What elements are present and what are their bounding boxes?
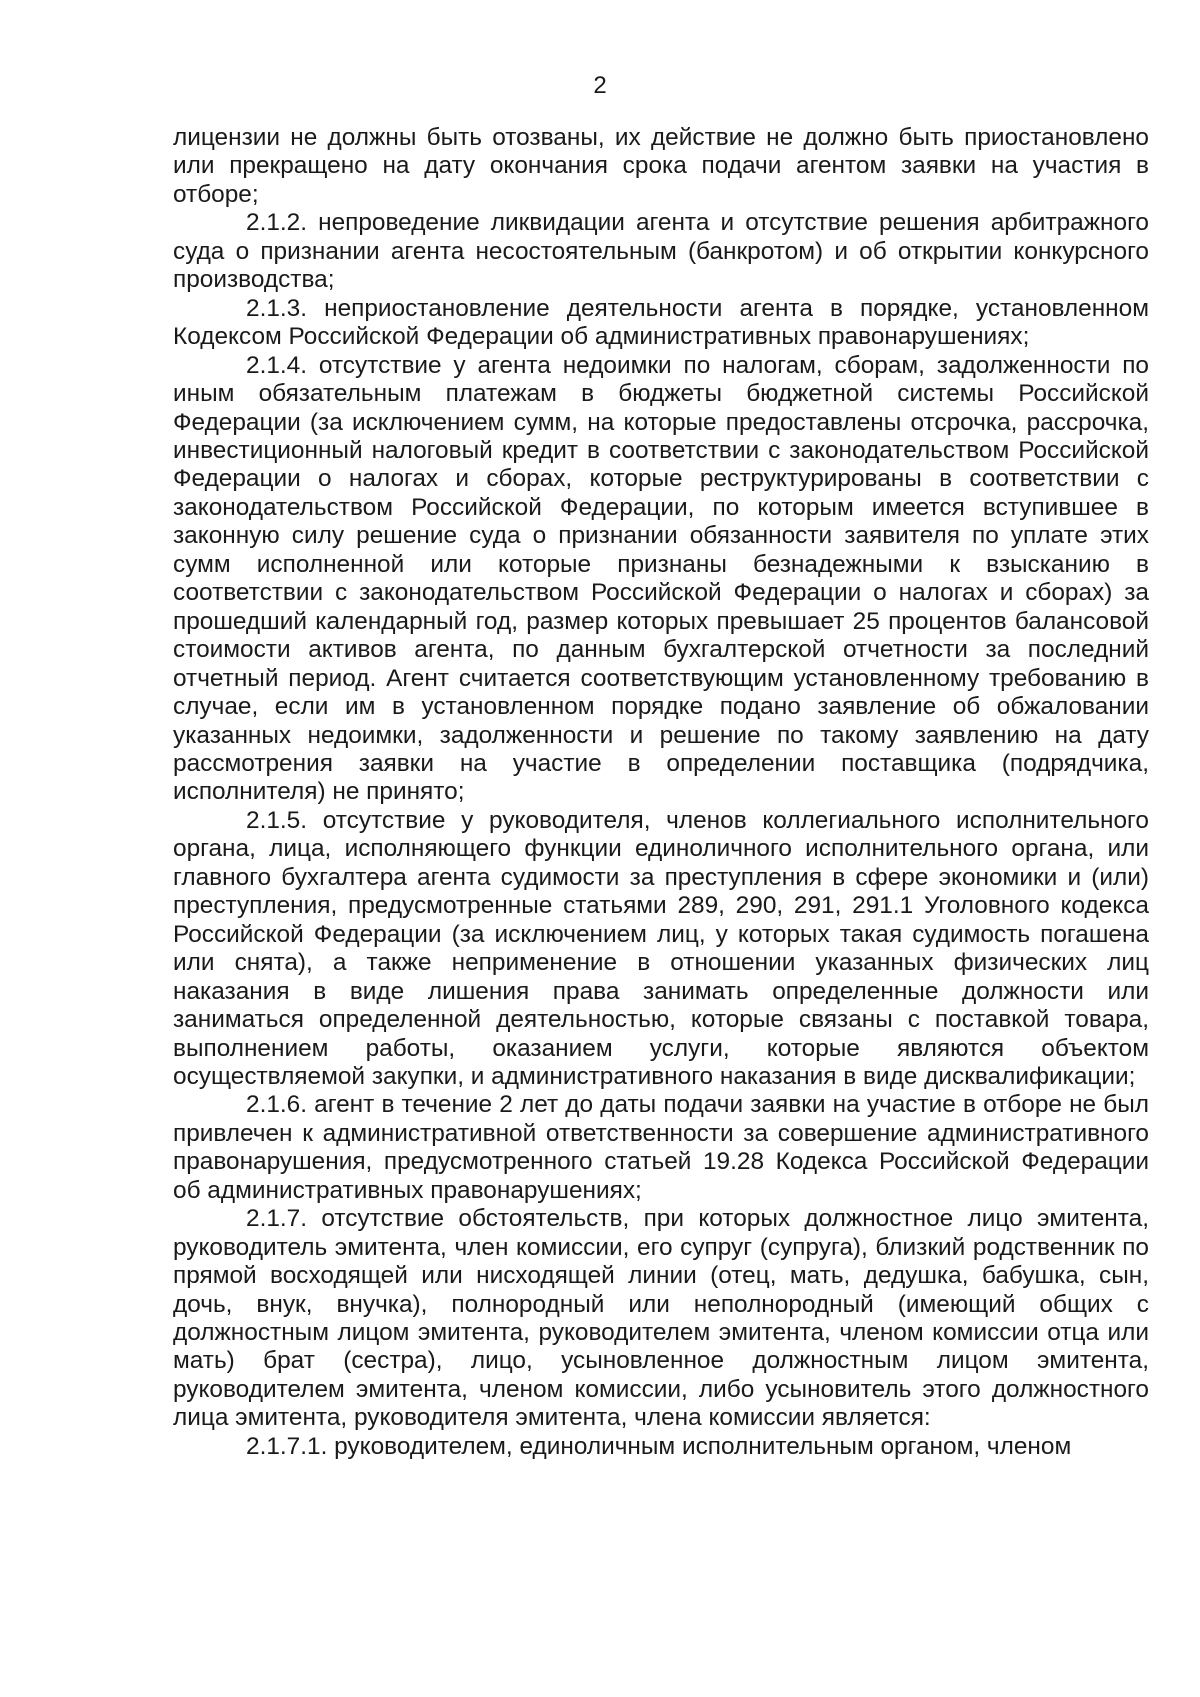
- paragraph-2-1-5: 2.1.5. отсутствие у руководителя, членов коллегиального исполнительного органа, лица, исполняющего функции единоличного исполнительного органа, или главного бухгалтера агента судимости за преступления в сфере экономики и (или) преступления, предусмотренные статьями 289, 290, 291, 291.1 Уголовного кодекса Российской Федерации (за исключением лиц, у которых такая судимость погашена или снята), а также неприменение в отношении указанных физических лиц наказания в виде лишения права занимать определенные должности или заниматься определенной деятельностью, которые связаны с поставкой товара, выполнением работы, оказанием услуги, которые являются объектом осуществляемой закупки, и административного наказания в виде дисквалификации;: [173, 806, 1149, 1090]
- paragraph-2-1-4: 2.1.4. отсутствие у агента недоимки по налогам, сборам, задолженности по иным обязательным платежам в бюджеты бюджетной системы Российской Федерации (за исключением сумм, на которые предоставлены отсрочка, рассрочка, инвестиционный налоговый кредит в соответствии с законодательством Российской Федерации о налогах и сборах, которые реструктурированы в соответствии с законодательством Российской Федерации, по которым имеется вступившее в законную силу решение суда о признании обязанности заявителя по уплате этих сумм исполненной или которые признаны безнадежными к взысканию в соответствии с законодательством Российской Федерации о налогах и сборах) за прошедший календарный год, размер которых превышает 25 процентов балансовой стоимости активов агента, по данным бухгалтерской отчетности за последний отчетный период. Агент считается соответствующим установленному требованию в случае, если им в установленном порядке подано заявление об обжаловании указанных недоимки, задолженности и решение по такому заявлению на дату рассмотрения заявки на участие в определении поставщика (подрядчика, исполнителя) не принято;: [173, 351, 1149, 806]
- paragraph-2-1-7-1: 2.1.7.1. руководителем, единоличным исполнительным органом, членом: [246, 1432, 1072, 1460]
- paragraph-2-1-2: 2.1.2. непроведение ликвидации агента и отсутствие решения арбитражного суда о признании агента несостоятельным (банкротом) и об открытии конкурсного производства;: [173, 209, 1149, 294]
- paragraph-2-1-6: 2.1.6. агент в течение 2 лет до даты подачи заявки на участие в отборе не был привлечен к административной ответственности за совершение административного правонарушения, предусмотренного статьей 19.28 Кодекса Российской Федерации об административных правонарушениях;: [173, 1091, 1149, 1204]
- paragraph-2-1-7: 2.1.7. отсутствие обстоятельств, при которых должностное лицо эмитента, руководитель эмитента, член комиссии, его супруг (супруга), близкий родственник по прямой восходящей или нисходящей линии (отец, мать, дедушка, бабушка, сын, дочь, внук, внучка), полнородный или неполнородный (имеющий общих с должностным лицом эмитента, руководителем эмитента, членом комиссии отца или мать) брат (сестра), лицо, усыновленное должностным лицом эмитента, руководителем эмитента, членом комиссии, либо усыновитель этого должностного лица эмитента, руководителя эмитента, члена комиссии является:: [173, 1205, 1149, 1432]
- paragraph-license-continuation: лицензии не должны быть отозваны, их действие не должно быть приостановлено или прекращено на дату окончания срока подачи агентом заявки на участия в отборе;: [173, 124, 1149, 208]
- document-body: [173, 124, 1149, 1461]
- page-number: 2: [593, 72, 607, 99]
- paragraph-2-1-3: 2.1.3. неприостановление деятельности агента в порядке, установленном Кодексом Российской Федерации об административных правонарушениях;: [173, 294, 1149, 351]
